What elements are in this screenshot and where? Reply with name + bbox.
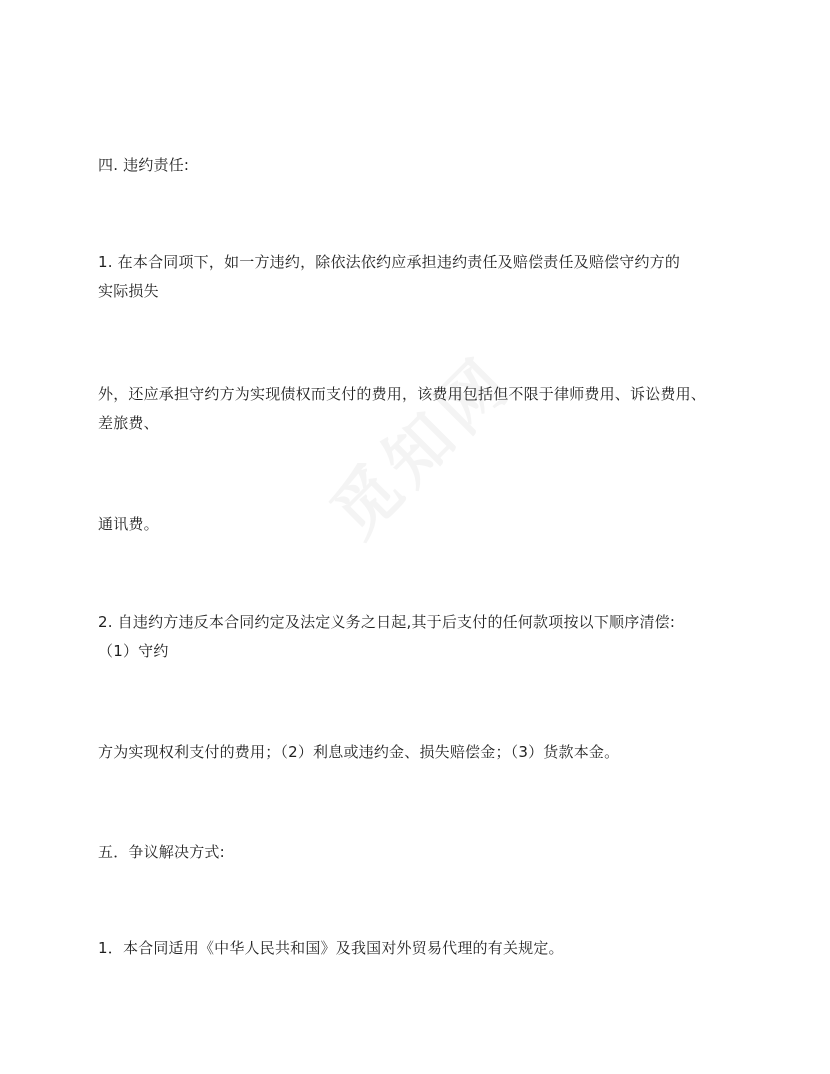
paragraph-line: 差旅费、 (98, 414, 159, 432)
paragraph-line: 2. 自违约方违反本合同约定及法定义务之日起,其于后支付的任何款项按以下顺序清偿: (98, 613, 676, 631)
section-heading-dispute-resolution: 五．争议解决方式: (98, 843, 225, 861)
paragraph-line: （1）守约 (98, 642, 169, 660)
paragraph-line: 方为实现权利支付的费用；（2）利息或违约金、损失赔偿金；（3）货款本金。 (98, 743, 620, 761)
watermark (278, 303, 557, 582)
paragraph-line: 1. 在本合同项下，如一方违约，除依法依约应承担违约责任及赔偿责任及赔偿守约方的 (98, 253, 681, 271)
paragraph-line: 外，还应承担守约方为实现债权而支付的费用，该费用包括但不限于律师费用、诉讼费用、 (98, 385, 707, 403)
paragraph-line: 通讯费。 (98, 515, 159, 533)
paragraph-line: 1．本合同适用《中华人民共和国》及我国对外贸易代理的有关规定。 (98, 939, 564, 957)
section-heading-breach-liability: 四. 违约责任: (98, 156, 190, 174)
paragraph-line: 实际损失 (98, 282, 159, 300)
